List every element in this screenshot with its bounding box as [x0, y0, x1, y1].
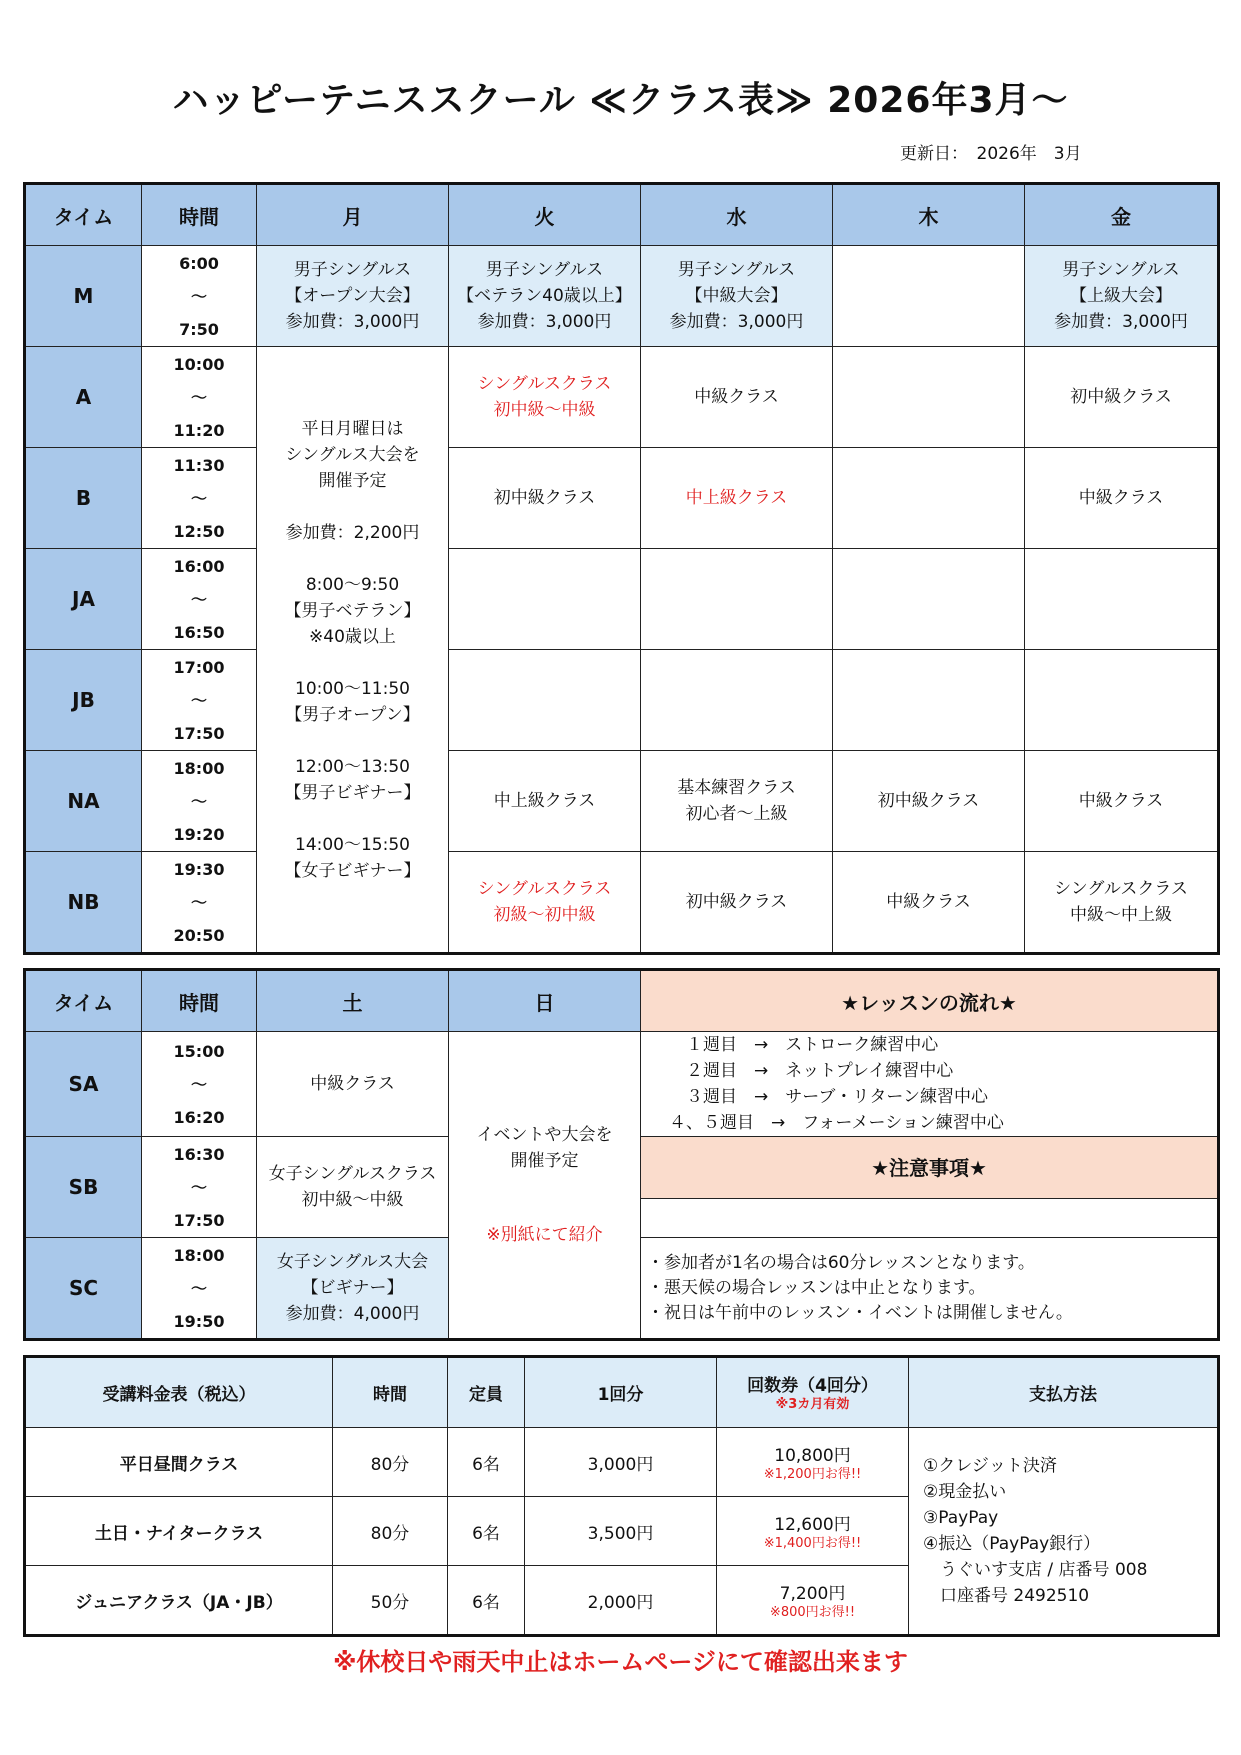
- fee-ticket-price: 12,600円: [774, 1514, 851, 1535]
- updated-date: 更新日： 2026年 3月: [900, 144, 1082, 164]
- lesson-flow-list: １週目 → ストローク練習中心 ２週目 → ネットプレイ練習中心 ３週目 → サーブ・リターン練習中心 ４、５週目 → フォーメーション練習中心: [641, 1032, 1218, 1137]
- slot-tilde: 〜: [190, 1177, 207, 1197]
- fee-ticket-saving: ※1,400円お得!!: [763, 1535, 862, 1551]
- class-cell: 女子シングルスクラス 初中級〜中級: [257, 1137, 449, 1238]
- class-cell: 中上級クラス: [641, 448, 833, 549]
- class-cell: 初中級クラス: [449, 448, 641, 549]
- class-cell: 男子シングルス 【オープン大会】 参加費：3,000円: [257, 246, 449, 347]
- header-time-slot: タイム: [26, 971, 142, 1032]
- slot-tilde: 〜: [190, 1278, 207, 1298]
- class-cell: 中級クラス: [641, 347, 833, 448]
- class-cell: 基本練習クラス 初心者〜上級: [641, 751, 833, 852]
- class-cell-empty: [449, 650, 641, 751]
- fee-time: 80分: [333, 1497, 448, 1566]
- slot-start: 19:30: [173, 859, 225, 879]
- class-cell: 中級クラス: [1025, 751, 1218, 852]
- fee-header-ticket: [717, 1358, 909, 1428]
- slot-tilde: 〜: [190, 387, 207, 407]
- slot-code: NB: [26, 852, 142, 953]
- slot-start: 11:30: [173, 455, 225, 475]
- class-cell-empty: [1025, 650, 1218, 751]
- class-cell-empty: [833, 448, 1025, 549]
- slot-start: 15:00: [173, 1041, 225, 1061]
- fee-header-single: 1回分: [525, 1358, 717, 1428]
- header-tuesday: 火: [449, 185, 641, 246]
- header-monday: 月: [257, 185, 449, 246]
- slot-time: [142, 1032, 257, 1137]
- slot-time: [142, 650, 257, 751]
- slot-tilde: 〜: [190, 690, 207, 710]
- class-cell: 中級クラス: [1025, 448, 1218, 549]
- slot-time: [142, 549, 257, 650]
- class-cell: 初中級クラス: [641, 852, 833, 953]
- sunday-events: [449, 1032, 641, 1339]
- slot-start: 6:00: [179, 253, 219, 273]
- closure-notice: ※休校日や雨天中止はホームページにて確認出来ます: [333, 1648, 908, 1676]
- slot-tilde: 〜: [190, 1074, 207, 1094]
- slot-end: 11:20: [173, 420, 225, 440]
- header-friday: 金: [1025, 185, 1218, 246]
- page-title: ハッピーテニススクール ≪クラス表≫ 2026年3月〜: [172, 80, 1069, 121]
- fee-time: 50分: [333, 1566, 448, 1635]
- class-cell: シングルスクラス 初級〜初中級: [449, 852, 641, 953]
- fee-class-name: 土日・ナイタークラス: [94, 1523, 264, 1544]
- slot-end: 19:50: [173, 1311, 225, 1331]
- slot-end: 17:50: [173, 1210, 225, 1230]
- class-cell: シングルスクラス 中級〜中上級: [1025, 852, 1218, 953]
- fee-ticket-price: 7,200円: [779, 1583, 846, 1604]
- notes-section: [641, 1137, 1218, 1238]
- fee-ticket-saving: ※1,200円お得!!: [763, 1466, 862, 1482]
- header-time-slot: タイム: [26, 185, 142, 246]
- fee-single: 3,000円: [525, 1428, 717, 1497]
- notes-list: ・参加者が1名の場合は60分レッスンとなります。 ・悪天候の場合レッスンは中止となります。 ・祝日は午前中のレッスン・イベントは開催しません。: [641, 1238, 1218, 1339]
- fee-header-time: 時間: [333, 1358, 448, 1428]
- slot-tilde: 〜: [190, 892, 207, 912]
- header-wednesday: 水: [641, 185, 833, 246]
- slot-start: 10:00: [173, 354, 225, 374]
- slot-end: 7:50: [179, 319, 219, 339]
- slot-code: NA: [26, 751, 142, 852]
- fee-ticket-price: 10,800円: [774, 1445, 851, 1466]
- class-cell: 女子シングルス大会 【ビギナー】 参加費：4,000円: [257, 1238, 449, 1339]
- class-cell: 中級クラス: [833, 852, 1025, 953]
- slot-start: 17:00: [173, 657, 225, 677]
- class-cell: 中上級クラス: [449, 751, 641, 852]
- slot-code: A: [26, 347, 142, 448]
- slot-code: M: [26, 246, 142, 347]
- slot-time: [142, 246, 257, 347]
- fee-ticket: [717, 1497, 909, 1566]
- fee-row: [26, 1428, 1218, 1497]
- monday-tournament-info: 平日月曜日は シングルス大会を 開催予定 参加費：2,200円 8:00〜9:50 【男子ベテラン】 ※40歳以上 10:00〜11:50 【男子オープン】 12:00〜13:50 【男子ビギナー】 14:00〜15:50 【女子ビギナー】: [257, 347, 449, 953]
- slot-end: 20:50: [173, 925, 225, 945]
- header-saturday: 土: [257, 971, 449, 1032]
- sunday-events-text: イベントや大会を 開催予定: [476, 1125, 613, 1171]
- slot-tilde: 〜: [190, 488, 207, 508]
- fee-table: [25, 1357, 1218, 1635]
- slot-end: 17:50: [173, 723, 225, 743]
- class-cell-empty: [641, 549, 833, 650]
- fee-header-payment: 支払方法: [909, 1358, 1218, 1428]
- class-cell-empty: [641, 650, 833, 751]
- class-cell-empty: [1025, 549, 1218, 650]
- fee-header-ticket-label: 回数券（4回分）: [747, 1376, 878, 1396]
- slot-start: 16:30: [173, 1144, 225, 1164]
- slot-tilde: 〜: [190, 589, 207, 609]
- notes-title: ★注意事項★: [641, 1137, 1217, 1199]
- fee-time: 80分: [333, 1428, 448, 1497]
- class-cell: 中級クラス: [257, 1032, 449, 1137]
- fee-ticket: [717, 1566, 909, 1635]
- fee-class-name: 平日昼間クラス: [119, 1454, 239, 1475]
- slot-code: JB: [26, 650, 142, 751]
- fee-single: 2,000円: [525, 1566, 717, 1635]
- fee-ticket-saving: ※800円お得!!: [769, 1604, 856, 1620]
- header-sunday: 日: [449, 971, 641, 1032]
- fee-header-name: 受講料金表（税込）: [26, 1358, 333, 1428]
- class-cell-empty: [833, 347, 1025, 448]
- class-cell: 初中級クラス: [833, 751, 1025, 852]
- fee-class-name: ジュニアクラス（JA・JB）: [75, 1592, 283, 1613]
- slot-time: [142, 448, 257, 549]
- slot-time: [142, 347, 257, 448]
- class-cell-empty: [833, 650, 1025, 751]
- slot-code: SC: [26, 1238, 142, 1339]
- header-thursday: 木: [833, 185, 1025, 246]
- class-cell-empty: [449, 549, 641, 650]
- class-cell: 男子シングルス 【上級大会】 参加費：3,000円: [1025, 246, 1218, 347]
- header-time: 時間: [142, 185, 257, 246]
- slot-time: [142, 1137, 257, 1238]
- slot-code: JA: [26, 549, 142, 650]
- weekend-schedule-table: [25, 970, 1218, 1339]
- slot-end: 12:50: [173, 521, 225, 541]
- slot-start: 16:00: [173, 556, 225, 576]
- weekday-schedule-table: [25, 184, 1218, 953]
- fee-header-ticket-note: ※3カ月有効: [775, 1397, 850, 1412]
- slot-start: 18:00: [173, 1245, 225, 1265]
- class-cell-empty: [833, 246, 1025, 347]
- slot-time: [142, 751, 257, 852]
- payment-methods: ①クレジット決済 ②現金払い ③PayPay ④振込（PayPay銀行） うぐいす支店 / 店番号 008 口座番号 2492510: [909, 1428, 1218, 1635]
- slot-tilde: 〜: [190, 286, 207, 306]
- fee-ticket: [717, 1428, 909, 1497]
- slot-start: 18:00: [173, 758, 225, 778]
- slot-time: [142, 852, 257, 953]
- class-cell: シングルスクラス 初中級〜中級: [449, 347, 641, 448]
- slot-code: B: [26, 448, 142, 549]
- fee-header-capacity: 定員: [448, 1358, 525, 1428]
- sunday-events-note: ※別紙にて紹介: [486, 1225, 603, 1245]
- slot-end: 16:20: [173, 1107, 225, 1127]
- slot-time: [142, 1238, 257, 1339]
- slot-end: 16:50: [173, 622, 225, 642]
- class-cell: 男子シングルス 【中級大会】 参加費：3,000円: [641, 246, 833, 347]
- class-cell-empty: [833, 549, 1025, 650]
- slot-code: SA: [26, 1032, 142, 1137]
- fee-capacity: 6名: [448, 1497, 525, 1566]
- slot-code: SB: [26, 1137, 142, 1238]
- lesson-flow-title: ★レッスンの流れ★: [641, 971, 1218, 1032]
- header-time: 時間: [142, 971, 257, 1032]
- class-cell: 男子シングルス 【ベテラン40歳以上】 参加費：3,000円: [449, 246, 641, 347]
- class-cell: 初中級クラス: [1025, 347, 1218, 448]
- fee-capacity: 6名: [448, 1428, 525, 1497]
- fee-capacity: 6名: [448, 1566, 525, 1635]
- fee-single: 3,500円: [525, 1497, 717, 1566]
- slot-tilde: 〜: [190, 791, 207, 811]
- slot-end: 19:20: [173, 824, 225, 844]
